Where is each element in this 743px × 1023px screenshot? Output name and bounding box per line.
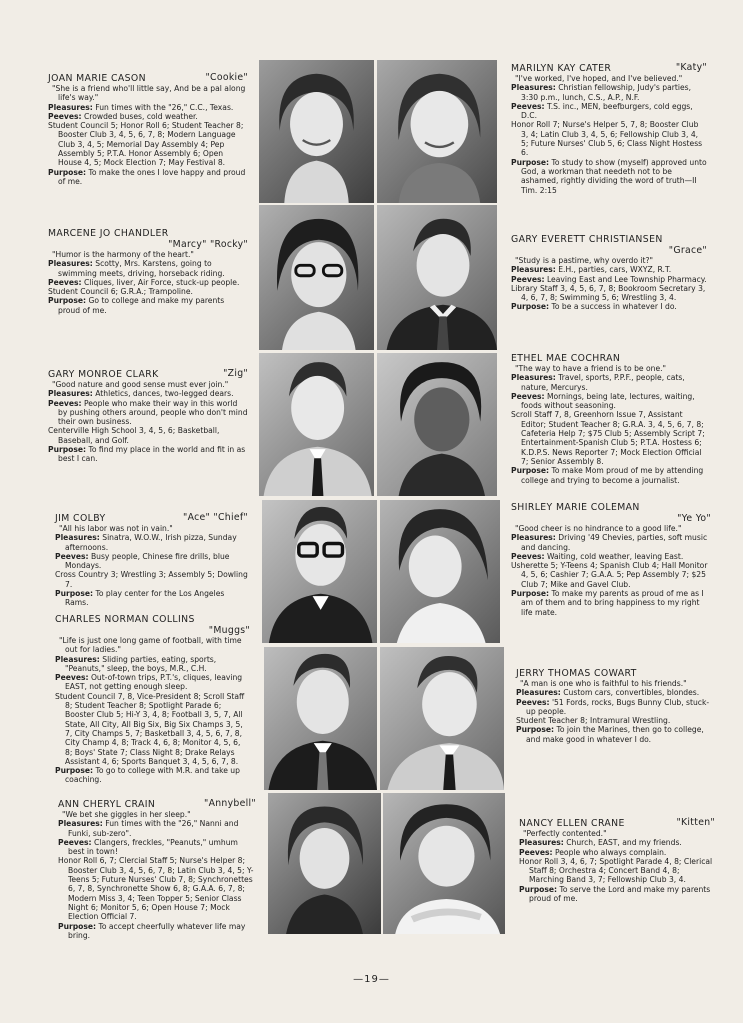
entry-shirley-coleman	[511, 502, 711, 617]
activities: Honor Roll 6, 7; Clercial Staff 5; Nurse's Helper 8; Booster Club 3, 4, 5, 6, 7, 8; Latin Club 3, 4, 5; Y-Teens 5; Future Nurses' Club 7, 8; Synchronettes 6, 7, 8, Synchronette Show 6, 8; G.A.A. 6, 7, 8; Modern Miss 3, 4; Teen Topper 5; Senior Class Night 6; Monitor 5, 6; Open House 7; Mock Election Official 7.	[58, 856, 254, 922]
student-name: GARY MONROE CLARK	[48, 369, 159, 380]
activities: Scroll Staff 7, 8, Greenhorn Issue 7, Assistant Editor; Student Teacher 8; G.R.A. 3, 4, 5, 6, 7, 8; Cafeteria Help 7; $75 Club 5; Assembly Script 7; Entertainment-Spanish Club 5; P.T.A. Hostess 6; K.D.P.S. News Reporter 7; Mock Election Official 7; Senior Assembly 8.	[511, 410, 705, 466]
activities: Library Staff 3, 4, 5, 6, 7, 8; Bookroom Secretary 3, 4, 6, 7, 8; Swimming 5, 6; Wrestling 3, 4.	[511, 283, 706, 303]
student-name: ANN CHERYL CRAIN	[58, 799, 156, 810]
nickname: "Kitten"	[676, 817, 715, 828]
pleasures: Pleasures: Sinatra, W.O.W., Irish pizza, Sunday afternoons.	[55, 533, 237, 552]
entry-charles-collins	[55, 614, 250, 785]
peeves: Peeves: People who always complain.	[519, 847, 667, 857]
activities: Student Council 7, 8, Vice-President 8; Scroll Staff 8; Student Teacher 8; Spotlight Parade 6; Booster Club 5; Hi-Y 3, 4, 8; Football 3, 5, 7, All State, All City, All Big Six, Big Six Champs 3, 5, 7, City Champs 5, 7; Basketball 3, 4, 5, 6, 7, 8, City Champ 4, 8; Track 4, 6, 8; Monitor 4, 5, 6, 8; Boys' State 7; Class Night 8; Drake Relays Assistant 4, 6; Sports Banquet 3, 4, 5, 6, 7, 8.	[55, 691, 245, 766]
pleasures: Pleasures: E.H., parties, cars, WXYZ, R.T.	[511, 265, 672, 275]
student-name: JERRY THOMAS COWART	[516, 668, 637, 679]
peeves: Peeves: Mornings, being late, lectures, waiting, foods without seasoning.	[511, 391, 695, 411]
student-name: JOAN MARIE CASON	[48, 73, 147, 84]
entry-nancy-crane	[519, 818, 715, 903]
portrait-marcene-chandler	[259, 205, 374, 350]
entry-gary-clark	[48, 369, 248, 464]
nickname: "Katy"	[675, 62, 707, 73]
entry-jim-colby	[55, 513, 248, 608]
nickname: "Cookie"	[205, 72, 248, 83]
purpose: Purpose: To play center for the Los Angeles Rams.	[55, 589, 225, 608]
activities: Student Teacher 8; Intramural Wrestling.	[516, 716, 671, 726]
quote: "Good cheer is no hindrance to a good life."	[515, 524, 682, 533]
peeves: Peeves: Clangers, freckles, "Peanuts," umhum best in town!	[58, 837, 238, 857]
student-name: JIM COLBY	[55, 513, 106, 524]
purpose: Purpose: To join the Marines, then go to college, and make good in whatever I do.	[516, 725, 704, 744]
quote: "Humor is the harmony of the heart."	[52, 250, 194, 259]
quote: "The way to have a friend is to be one."	[515, 364, 667, 373]
purpose: Purpose: To accept cheerfully whatever life may bring.	[58, 921, 246, 940]
portrait-ethel-cochran	[377, 353, 497, 496]
student-name: MARCENE JO CHANDLER	[48, 228, 169, 239]
portrait-gary-clark	[259, 353, 374, 496]
pleasures: Pleasures: Scotty, Mrs. Karstens, going to swimming meets, driving, horseback riding.	[48, 259, 225, 278]
nickname: "Ye Yo"	[677, 513, 711, 524]
entry-marilyn-cater	[511, 63, 707, 195]
entry-marcene-chandler	[48, 228, 248, 315]
student-name: MARILYN KAY CATER	[511, 63, 612, 74]
nickname: "Annybell"	[204, 798, 256, 809]
peeves: Peeves: '51 Fords, rocks, Bugs Bunny Club, stuck-up people.	[516, 697, 710, 716]
pleasures: Pleasures: Travel, sports, P.P.F., people, cats, nature, Mercurys.	[511, 373, 685, 392]
student-name: ETHEL MAE COCHRAN	[511, 353, 621, 364]
pleasures: Pleasures: Fun times with the "26," Nanni and Funki, sub-zero".	[58, 819, 239, 838]
student-name: GARY EVERETT CHRISTIANSEN	[511, 234, 663, 245]
portrait-jerry-cowart	[380, 647, 504, 790]
portrait-joan-cason	[259, 60, 374, 203]
activities: Centerville High School 3, 4, 5, 6; Basketball, Baseball, and Golf.	[48, 426, 220, 445]
quote: "All his labor was not in vain."	[59, 524, 173, 533]
entry-joan-cason	[48, 73, 248, 186]
student-name: CHARLES NORMAN COLLINS	[55, 614, 195, 625]
portrait-marilyn-cater	[377, 60, 497, 203]
purpose: Purpose: To go to college with M.R. and take up coaching.	[55, 766, 240, 785]
entry-ann-crain	[58, 799, 256, 940]
pleasures: Pleasures: Driving '49 Chevies, parties, soft music and dancing.	[511, 533, 708, 552]
purpose: Purpose: To serve the Lord and make my parents proud of me.	[519, 884, 711, 904]
quote: "I've worked, I've hoped, and I've believed."	[515, 74, 683, 83]
page-number: —19—	[353, 974, 390, 985]
student-name: NANCY ELLEN CRANE	[519, 818, 625, 829]
portrait-charles-collins	[264, 647, 377, 790]
purpose: Purpose: To make Mom proud of me by attending college and trying to become a journalist.	[511, 466, 704, 485]
entry-ethel-cochran	[511, 353, 707, 485]
peeves: Peeves: People who make their way in this world by pushing others around, people who don't mind their own business.	[48, 398, 248, 427]
purpose: Purpose: To find my place in the world and fit in as best I can.	[48, 445, 246, 464]
portrait-ann-crain	[268, 793, 381, 934]
entry-jerry-cowart	[516, 668, 712, 744]
pleasures: Pleasures: Church, EAST, and my friends.	[519, 838, 682, 848]
nickname: "Zig"	[223, 368, 248, 379]
activities: Student Council 6; G.R.A.; Trampoline.	[48, 287, 193, 297]
nickname: "Grace"	[668, 245, 707, 256]
pleasures: Pleasures: Athletics, dances, two-legged dears.	[48, 389, 234, 399]
pleasures: Pleasures: Christian fellowship, Judy's parties, 3:30 p.m., lunch, C.S., A.P., N.F.	[511, 83, 692, 102]
quote: "Study is a pastime, why overdo it?"	[515, 256, 654, 265]
pleasures: Pleasures: Sliding parties, eating, sports, "Peanuts," sleep, the boys, M.R., C.H.	[55, 654, 217, 673]
pleasures: Pleasures: Custom cars, convertibles, blondes.	[516, 688, 700, 698]
student-name: SHIRLEY MARIE COLEMAN	[511, 502, 640, 513]
purpose: Purpose: Go to college and make my parents proud of me.	[48, 296, 225, 315]
peeves: Peeves: Cliques, liver, Air Force, stuck-up people.	[48, 277, 240, 287]
nickname: "Ace" "Chief"	[183, 512, 248, 523]
activities: Usherette 5; Y-Teens 4; Spanish Club 4; Hall Monitor 4, 5, 6; Cashier 7; G.A.A. 5; Pep Assembly 7; $25 Club 7; Mike and Gavel Club.	[511, 561, 708, 589]
activities: Cross Country 3; Wrestling 3; Assembly 5; Dowling 7.	[55, 570, 248, 589]
portrait-shirley-coleman	[380, 500, 500, 643]
activities: Student Council 5; Honor Roll 6; Student Teacher 8; Booster Club 3, 4, 5, 6, 7, 8; Modern Language Club 3, 4, 5; Memorial Day Assembly 4; Pep Assembly 5; P.T.A. Honor Assembly 6; Open House 4, 5; Mock Election 7; May Festival 8.	[48, 121, 244, 168]
portrait-nancy-crane	[383, 793, 505, 934]
activities: Honor Roll 3, 4, 6, 7; Spotlight Parade 4, 8; Clerical Staff 8; Orchestra 4; Concert Band 4, 8; Marching Band 3, 7; Fellowship Club 3, 4.	[519, 856, 713, 885]
entry-gary-christiansen	[511, 234, 707, 312]
quote: "Good nature and good sense must ever join."	[52, 380, 229, 389]
nickname: "Muggs"	[208, 625, 250, 636]
nickname: "Marcy" "Rocky"	[168, 239, 248, 250]
portrait-gary-christiansen	[377, 205, 497, 350]
purpose: Purpose: To make the ones I love happy and proud of me.	[48, 167, 246, 186]
purpose: Purpose: To be a success in whatever I do.	[511, 302, 677, 312]
peeves: Peeves: Waiting, cold weather, leaving East.	[511, 551, 684, 561]
quote: "Perfectly contented."	[523, 829, 607, 838]
activities: Honor Roll 7; Nurse's Helper 5, 7, 8; Booster Club 3, 4; Latin Club 3, 4, 5, 6; Fellowship Club 3, 4, 5; Future Nurses' Club 5, 6; Class Night Hostess 6.	[511, 120, 703, 158]
peeves: Peeves: Crowded buses, cold weather.	[48, 111, 198, 121]
purpose: Purpose: To study to show (myself) approved unto God, a workman that needeth not to be ashamed, rightly dividing the word of truth—II Tim. 2:15	[511, 157, 707, 195]
quote: "Life is just one long game of football, with time out for ladies."	[59, 636, 242, 655]
portrait-jim-colby	[262, 500, 377, 643]
peeves: Peeves: Busy people, Chinese fire drills, blue Mondays.	[55, 551, 230, 571]
purpose: Purpose: To make my parents as proud of me as I am of them and to bring happiness to my right life mate.	[511, 589, 704, 617]
quote: "A man is one who is faithful to his friends."	[520, 679, 687, 688]
quote: "We bet she giggles in her sleep."	[62, 810, 191, 819]
pleasures: Pleasures: Fun times with the "26," C.C., Texas.	[48, 102, 234, 112]
peeves: Peeves: Out-of-town trips, P.T.'s, cliques, leaving EAST, not getting enough sleep.	[55, 673, 243, 692]
peeves: Peeves: Leaving East and Lee Township Pharmacy.	[511, 274, 707, 284]
quote: "She is a friend who'll little say, And be a pal along life's way."	[52, 84, 246, 103]
peeves: Peeves: T.S. inc., MEN, beefburgers, cold eggs, D.C.	[511, 101, 693, 121]
